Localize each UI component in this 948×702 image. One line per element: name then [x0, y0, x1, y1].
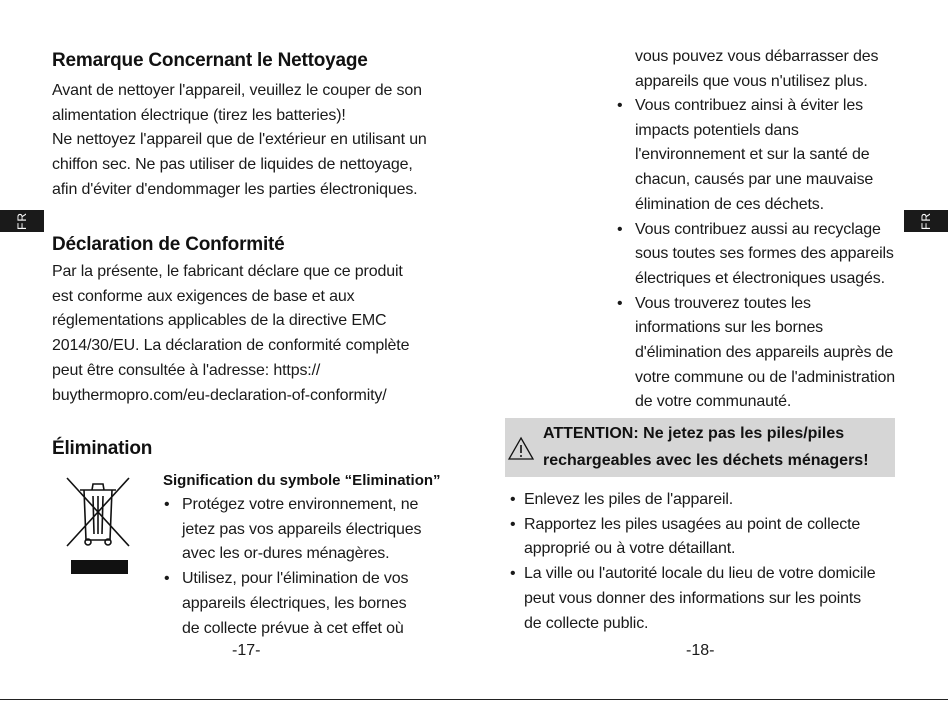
- battery-warning-text: [543, 420, 869, 474]
- conformity-paragraph: [52, 260, 409, 408]
- recycling-bullet-line: • Vous contribuez ainsi à éviter les: [635, 94, 895, 119]
- bullet-marker: •: [164, 496, 170, 513]
- language-tab-right: [904, 210, 948, 232]
- language-tab-label: FR: [919, 212, 933, 230]
- continued-line: appareils que vous n'utilisez plus.: [635, 72, 868, 90]
- recycling-bullet-line: élimination de ces déchets.: [635, 195, 824, 213]
- elimination-title: Élimination: [52, 438, 153, 459]
- conformity-line: Par la présente, le fabricant déclare que ce produit: [52, 263, 403, 280]
- recycling-bullet-line: électriques et électroniques usagés.: [635, 269, 885, 287]
- battery-bullet-line: • Rapportez les piles usagées au point de collecte: [524, 513, 875, 538]
- bullet-marker: •: [617, 97, 623, 114]
- recycling-bullet-line: de votre communauté.: [635, 393, 792, 411]
- bullet-marker: •: [617, 294, 623, 312]
- bullet-marker: •: [617, 220, 623, 238]
- recycling-bullet-line: impacts potentiels dans: [635, 121, 799, 139]
- cleaning-line: Avant de nettoyer l'appareil, veuillez le couper de son: [52, 82, 422, 99]
- warning-line: rechargeables avec les déchets ménagers!: [543, 452, 869, 469]
- elimination-bullet-line: jetez pas vos appareils électriques: [182, 520, 422, 538]
- cleaning-title: Remarque Concernant le Nettoyage: [52, 50, 368, 71]
- continued-paragraph: [635, 45, 878, 94]
- cleaning-line: alimentation électrique (tirez les batteries)!: [52, 106, 346, 124]
- cleaning-line: afin d'éviter d'endommager les parties électroniques.: [52, 180, 418, 198]
- recycling-bullet-line: votre commune ou de l'administration: [635, 368, 896, 386]
- conformity-line: peut être consultée à l'adresse: https://: [52, 361, 321, 379]
- language-tab-left: [0, 210, 44, 232]
- recycling-bullet-line: sous toutes ses formes des appareils: [635, 245, 894, 263]
- elimination-symbol-heading: Signification du symbole “Elimination”: [163, 472, 441, 489]
- battery-bullet-list: [510, 488, 876, 636]
- recycling-bullet-line: • Vous trouverez toutes les: [635, 292, 895, 317]
- recycling-bullet-list: [617, 94, 896, 415]
- warning-triangle-icon: [507, 436, 535, 462]
- conformity-line: 2014/30/EU. La déclaration de conformité complète: [52, 337, 410, 355]
- elimination-bullet-line: appareils électriques, les bornes: [182, 594, 407, 612]
- bullet-marker: •: [510, 515, 516, 533]
- bullet-marker: •: [510, 565, 516, 583]
- conformity-title: Déclaration de Conformité: [52, 234, 285, 255]
- cleaning-line: chiffon sec. Ne pas utiliser de liquides de nettoyage,: [52, 156, 413, 174]
- recycling-bullet-line: • Vous contribuez aussi au recyclage: [635, 218, 895, 243]
- battery-bullet-line: • Enlevez les piles de l'appareil.: [524, 488, 875, 513]
- bullet-marker: •: [164, 570, 170, 588]
- page-number-right: -18-: [686, 642, 715, 659]
- elimination-bullet-list: [164, 493, 422, 641]
- language-tab-label: FR: [15, 212, 29, 230]
- bullet-marker: •: [510, 491, 516, 508]
- recycling-bullet-line: d'élimination des appareils auprès de: [635, 344, 894, 362]
- elimination-bullet-line: avec les or-dures ménagères.: [182, 545, 390, 563]
- bottom-rule: [0, 699, 948, 700]
- elimination-bullet-line: • Utilisez, pour l'élimination de vos: [182, 567, 421, 592]
- elimination-bullet-line: de collecte prévue à cet effet où: [182, 619, 404, 637]
- conformity-line: est conforme aux exigences de base et aux: [52, 287, 355, 305]
- weee-crossed-bin-icon: [64, 474, 132, 578]
- battery-bullet-line: approprié ou à votre détaillant.: [524, 540, 736, 558]
- battery-bullet-line: • La ville ou l'autorité locale du lieu de votre domicile: [524, 562, 875, 587]
- cleaning-line: Ne nettoyez l'appareil que de l'extérieur en utilisant un: [52, 131, 427, 149]
- battery-bullet-line: de collecte public.: [524, 614, 649, 632]
- warning-line: ATTENTION: Ne jetez pas les piles/piles: [543, 425, 845, 442]
- cleaning-paragraph: [52, 79, 427, 203]
- recycling-bullet-line: chacun, causés par une mauvaise: [635, 171, 874, 189]
- battery-bullet-line: peut vous donner des informations sur les points: [524, 589, 861, 607]
- conformity-line: réglementations applicables de la directive EMC: [52, 312, 387, 330]
- page-number-left: -17-: [232, 642, 261, 659]
- continued-line: vous pouvez vous débarrasser des: [635, 48, 879, 65]
- conformity-line: buythermopro.com/eu-declaration-of-conformity/: [52, 386, 387, 404]
- recycling-bullet-line: informations sur les bornes: [635, 319, 824, 337]
- recycling-bullet-line: l'environnement et sur la santé de: [635, 146, 870, 164]
- elimination-bullet-line: • Protégez votre environnement, ne: [182, 493, 421, 518]
- battery-warning-box: [505, 418, 895, 477]
